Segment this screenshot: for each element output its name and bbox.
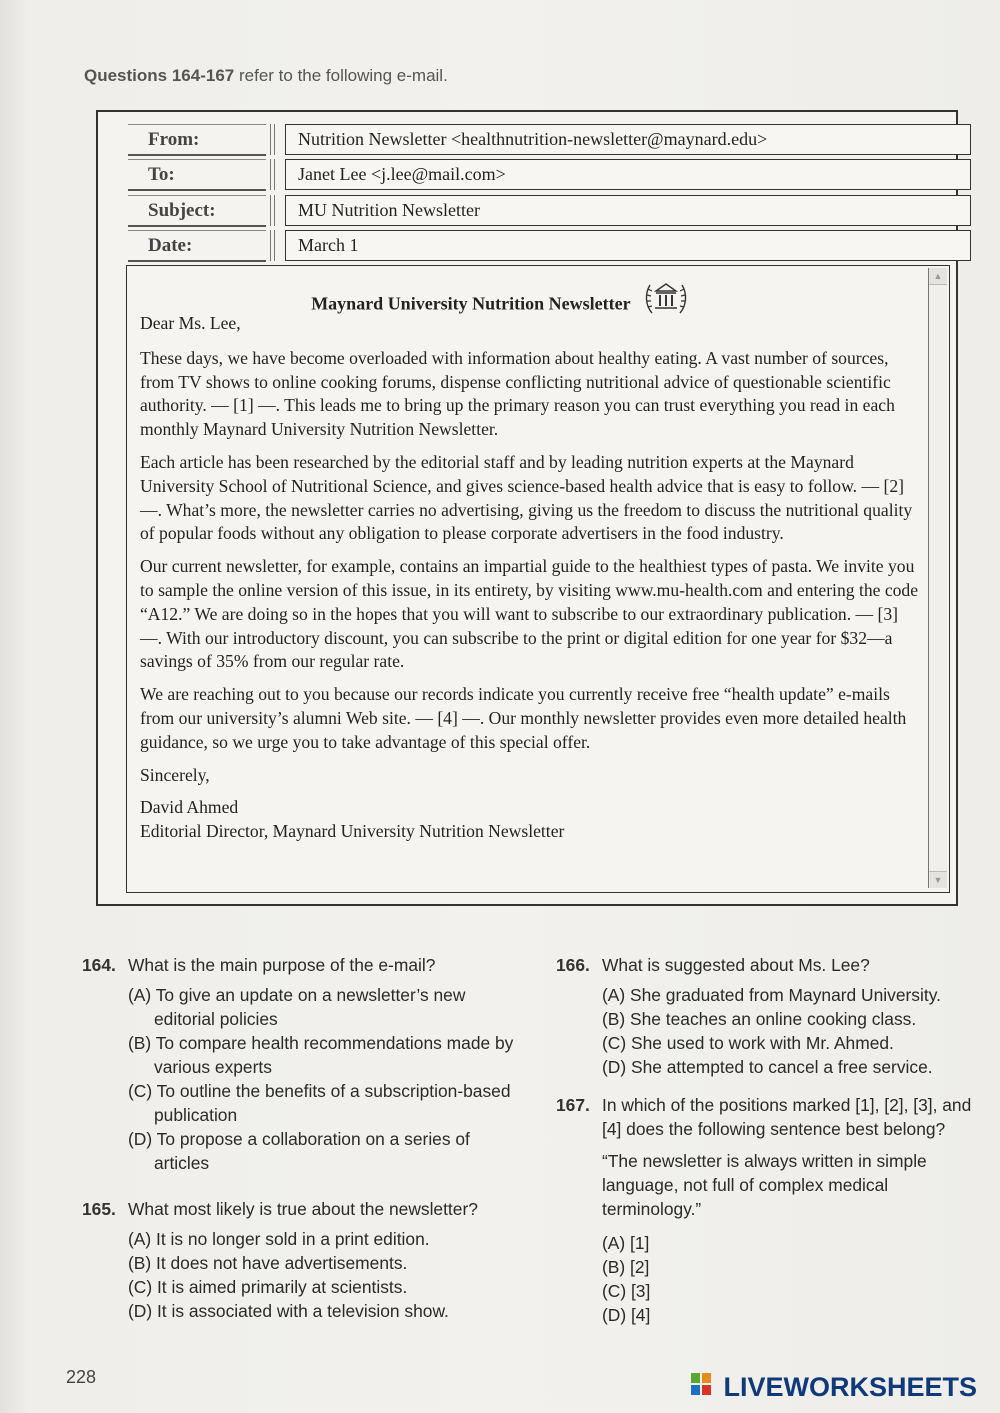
paragraph-4: We are reaching out to you because our records indicate you currently receive free “health update” e-mails from our university’s alumni Web site. — [4] —. Our monthly newsletter provides even more detailed health guidance, so we urge you to take advantage of this special offer. — [140, 684, 907, 752]
option-d[interactable]: (D) [4] — [602, 1305, 651, 1325]
option-d[interactable]: (D) She attempted to cancel a free service. — [602, 1057, 933, 1077]
question-number: 166. — [556, 955, 590, 975]
option-a[interactable]: (A) [1] — [602, 1233, 650, 1253]
question-164 — [82, 953, 527, 977]
option-a[interactable]: (A) She graduated from Maynard University. — [602, 985, 941, 1005]
header-divider — [270, 124, 275, 155]
closing: Sincerely, — [140, 764, 210, 785]
question-stem: In which of the positions marked [1], [2], [3], and [4] does the following sentence best belong? — [602, 1095, 972, 1139]
option-a[interactable]: (A) It is no longer sold in a print edition. — [128, 1229, 430, 1249]
option-d[interactable]: (D) It is associated with a television show. — [128, 1301, 449, 1321]
option-a[interactable]: (A) To give an update on a newsletter’s new editorial policies — [128, 985, 466, 1029]
scroll-up-arrow-icon[interactable]: ▲ — [929, 268, 947, 285]
option-c[interactable]: (C) It is aimed primarily at scientists. — [128, 1277, 408, 1297]
options-164 — [82, 983, 527, 1175]
page-number: 228 — [66, 1367, 97, 1387]
newsletter-heading — [140, 282, 920, 312]
questions-right-column — [556, 953, 992, 1327]
options-167 — [556, 1231, 992, 1327]
paragraph-2: Each article has been researched by the editorial staff and by leading nutrition experts at the Maynard University School of Nutritional Science, and gives science-based health advice that is easy to follow. — [2] —. What’s more, the newsletter carries no advertising, giving us the freedom to discuss the nutritional quality of popular foods without any obligation to please corporate advertisers in the food industry. — [140, 451, 913, 544]
subject-label: Subject: — [128, 195, 266, 227]
question-167 — [556, 1093, 992, 1141]
intro-text: refer to the following e-mail. — [238, 66, 448, 85]
email-body — [126, 265, 950, 893]
signer-name: David Ahmed — [140, 797, 239, 818]
header-divider — [270, 195, 275, 226]
question-stem: What most likely is true about the newsletter? — [128, 1199, 478, 1219]
question-165 — [82, 1197, 527, 1221]
option-b[interactable]: (B) To compare health recommendations made by various experts — [128, 1033, 514, 1077]
option-b[interactable]: (B) It does not have advertisements. — [128, 1253, 408, 1273]
intro-line — [84, 66, 448, 86]
liveworksheets-brand[interactable] — [690, 1371, 977, 1403]
question-number: 167. — [556, 1095, 590, 1115]
to-label: To: — [128, 159, 266, 191]
subject-field: MU Nutrition Newsletter — [285, 195, 971, 226]
date-field: March 1 — [285, 230, 971, 261]
inserted-sentence: “The newsletter is always written in simple language, not full of complex medical terminology.” — [602, 1151, 927, 1219]
letter-content — [140, 282, 920, 844]
paragraph-3: Our current newsletter, for example, contains an impartial guide to the healthiest types of pasta. We invite you to sample the online version of this issue, in its entirety, by visiting www.mu-health.com and entering the code “A12.” We are doing so in the hopes that you will want to subscribe to our extraordinary publication. — [3] —. With our introductory discount, you can subscribe to the print or digital edition for one year for $32—a savings of 35% from our regular rate. — [140, 556, 919, 672]
header-divider — [270, 230, 275, 261]
newsletter-title: Maynard University Nutrition Newsletter — [311, 293, 631, 314]
question-stem: What is suggested about Ms. Lee? — [602, 955, 870, 975]
liveworksheets-logo-icon — [690, 1371, 712, 1403]
email-window — [96, 110, 958, 906]
option-d[interactable]: (D) To propose a collaboration on a series of articles — [128, 1129, 470, 1173]
scroll-down-arrow-icon[interactable]: ▼ — [929, 871, 947, 888]
questions-range: Questions 164-167 — [84, 66, 235, 85]
from-field: Nutrition Newsletter <healthnutrition-newsletter@maynard.edu> — [285, 124, 971, 155]
option-c[interactable]: (C) She used to work with Mr. Ahmed. — [602, 1033, 894, 1053]
salutation: Dear Ms. Lee, — [140, 313, 241, 333]
paragraph-1: These days, we have become overloaded with information about healthy eating. A vast number of sources, from TV shows to online cooking forums, dispense conflicting nutritional advice of questionable scientific authority. — [1] —. This leads me to bring up the primary reason you can trust everything you read in each monthly Maynard University Nutrition Newsletter. — [140, 347, 895, 440]
from-label: From: — [128, 124, 266, 156]
email-scrollbar[interactable] — [928, 268, 947, 888]
question-stem: What is the main purpose of the e-mail? — [128, 955, 436, 975]
brand-text: LIVEWORKSHEETS — [723, 1372, 978, 1402]
option-c[interactable]: (C) [3] — [602, 1281, 651, 1301]
question-166 — [556, 953, 992, 977]
signer-title: Editorial Director, Maynard University Nutrition Newsletter — [140, 821, 565, 842]
option-c[interactable]: (C) To outline the benefits of a subscription-based publication — [128, 1081, 511, 1125]
to-field: Janet Lee <j.lee@mail.com> — [285, 159, 971, 190]
header-divider — [270, 159, 275, 190]
date-label: Date: — [128, 230, 266, 262]
option-b[interactable]: (B) [2] — [602, 1257, 650, 1277]
signature-block — [140, 796, 920, 844]
options-166 — [556, 983, 992, 1079]
university-building-icon — [643, 279, 689, 326]
question-number: 164. — [82, 955, 116, 975]
question-number: 165. — [82, 1199, 116, 1219]
questions-left-column — [82, 953, 527, 1323]
options-165 — [82, 1227, 527, 1323]
option-b[interactable]: (B) She teaches an online cooking class. — [602, 1009, 917, 1029]
